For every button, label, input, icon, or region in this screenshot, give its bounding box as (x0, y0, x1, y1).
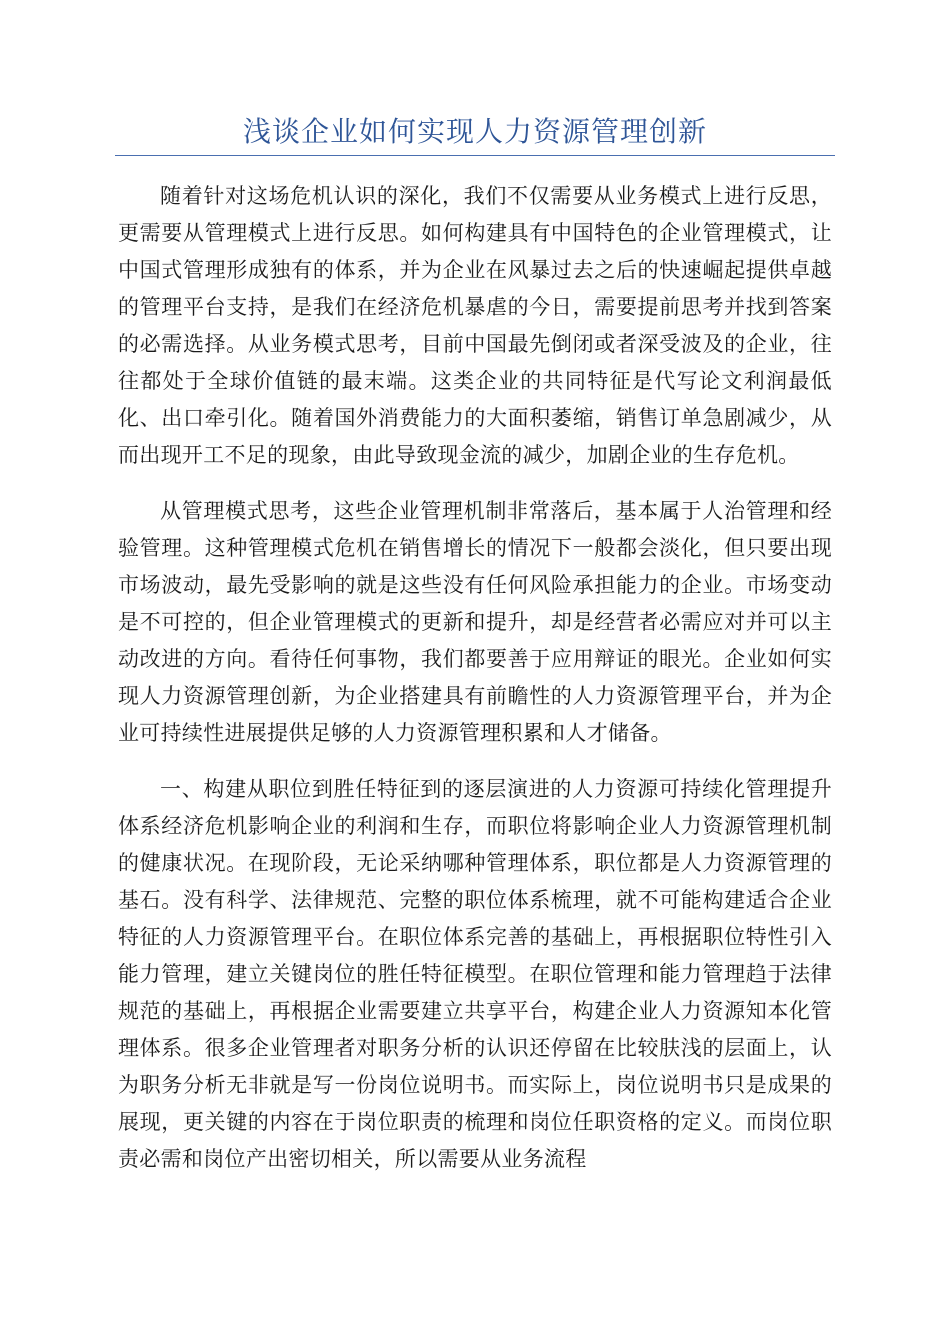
title-underline (115, 155, 835, 156)
paragraph-2: 从管理模式思考，这些企业管理机制非常落后，基本属于人治管理和经验管理。这种管理模式危机在销售增长的情况下一般都会淡化，但只要出现市场波动，最先受影响的就是这些没有任何风险承担能力的企业。市场变动是不可控的，但企业管理模式的更新和提升，却是经营者必需应对并可以主动改进的方向。看待任何事物，我们都要善于应用辩证的眼光。企业如何实现人力资源管理创新，为企业搭建具有前瞻性的人力资源管理平台，并为企业可持续性进展提供足够的人力资源管理积累和人才储备。 (118, 499, 832, 745)
document-body (118, 178, 832, 1197)
paragraph-1: 随着针对这场危机认识的深化，我们不仅需要从业务模式上进行反思，更需要从管理模式上进行反思。如何构建具有中国特色的企业管理模式，让中国式管理形成独有的体系，并为企业在风暴过去之后的快速崛起提供卓越的管理平台支持，是我们在经济危机暴虐的今日，需要提前思考并找到答案的必需选择。从业务模式思考，目前中国最先倒闭或者深受波及的企业，往往都处于全球价值链的最末端。这类企业的共同特征是代写论文利润最低化、出口牵引化。随着国外消费能力的大面积萎缩，销售订单急剧减少，从而出现开工不足的现象，由此导致现金流的减少，加剧企业的生存危机。 (118, 184, 832, 467)
document-title: 浅谈企业如何实现人力资源管理创新 (242, 115, 707, 148)
paragraph-3: 一、构建从职位到胜任特征到的逐层演进的人力资源可持续化管理提升体系经济危机影响企业的利润和生存，而职位将影响企业人力资源管理机制的健康状况。在现阶段，无论采纳哪种管理体系，职位都是人力资源管理的基石。没有科学、法律规范、完整的职位体系梳理，就不可能构建适合企业特征的人力资源管理平台。在职位体系完善的基础上，再根据职位特性引入能力管理，建立关键岗位的胜任特征模型。在职位管理和能力管理趋于法律规范的基础上，再根据企业需要建立共享平台，构建企业人力资源知本化管理体系。很多企业管理者对职务分析的认识还停留在比较肤浅的层面上，认为职务分析无非就是写一份岗位说明书。而实际上，岗位说明书只是成果的展现，更关键的内容在于岗位职责的梳理和岗位任职资格的定义。而岗位职责必需和岗位产出密切相关，所以需要从业务流程 (118, 777, 832, 1171)
